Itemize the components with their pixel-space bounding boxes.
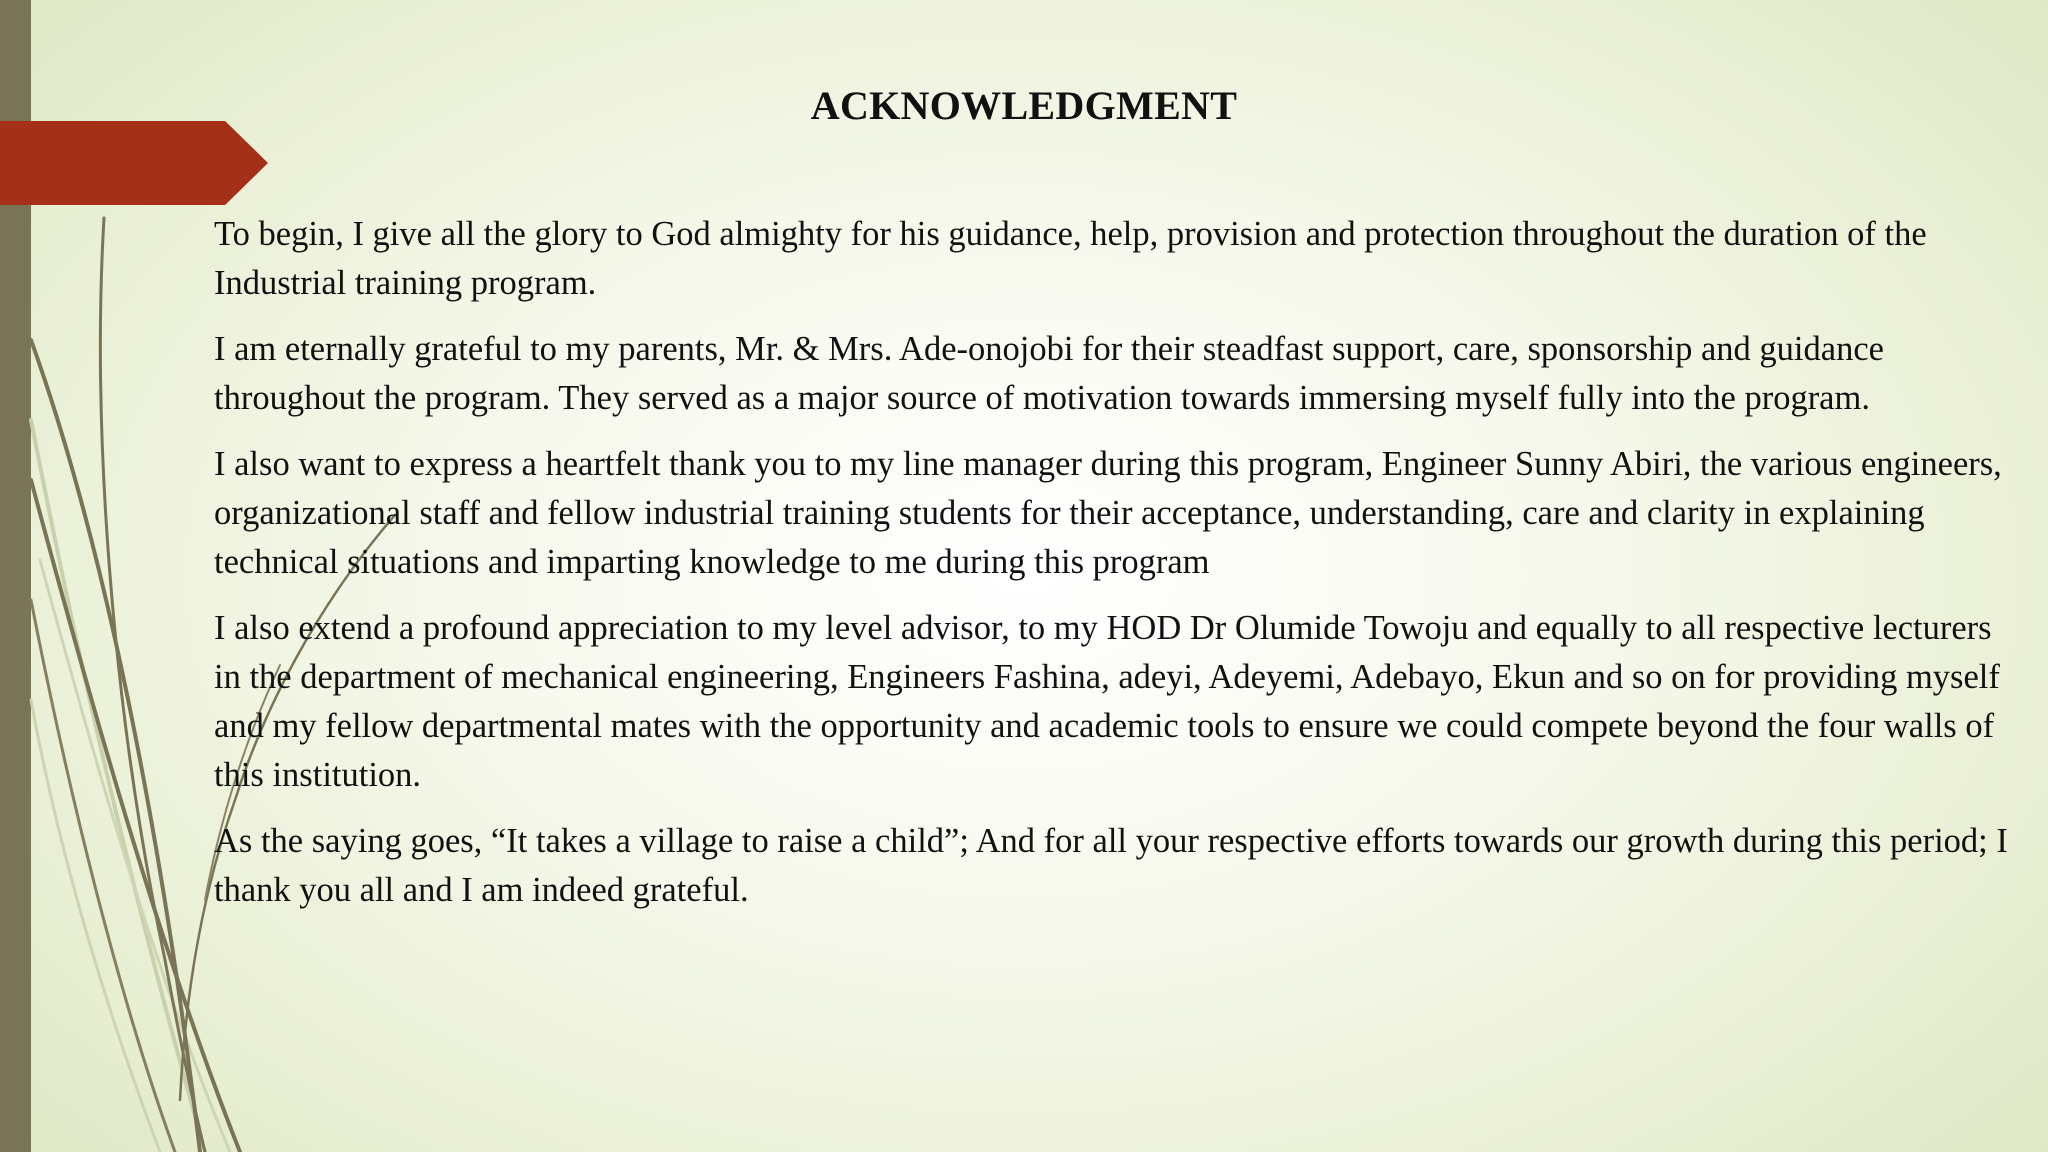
page-title: ACKNOWLEDGMENT	[810, 83, 1238, 128]
paragraph-1: To begin, I give all the glory to God almighty for his guidance, help, provision and protection throughout the duration of the Industrial training program.	[214, 215, 1927, 302]
paragraph-5: As the saying goes, “It takes a village to raise a child”; And for all your respective efforts towards our growth during this period; I thank you all and I am indeed grateful.	[214, 822, 2008, 909]
paragraph-2: I am eternally grateful to my parents, Mr. & Mrs. Ade-onojobi for their steadfast support, care, sponsorship and guidance throughout the program. They served as a major source of motivation towards immersing myself fully into the program.	[214, 330, 1884, 417]
stem-light-2	[40, 560, 230, 1152]
paragraph-4: I also extend a profound appreciation to my level advisor, to my HOD Dr Olumide Towoju and equally to all respective lecturers in the department of mechanical engineering, Engineers Fashina, adeyi, Adeyemi, Adebayo, Ekun and so on for providing myself and my fellow departmental mates with the opportunity and academic tools to ensure we could compete beyond the four walls of this institution.	[214, 609, 2000, 794]
red-arrow-tab	[0, 121, 268, 205]
stem-dark-4	[31, 600, 175, 1152]
document-body	[214, 210, 2014, 932]
paragraph-3: I also want to express a heartfelt thank you to my line manager during this program, Engineer Sunny Abiri, the various engineers, organizational staff and fellow industrial training students for their acceptance, understanding, care and clarity in explaining technical situations and imparting knowledge to me during this program	[214, 445, 2002, 581]
